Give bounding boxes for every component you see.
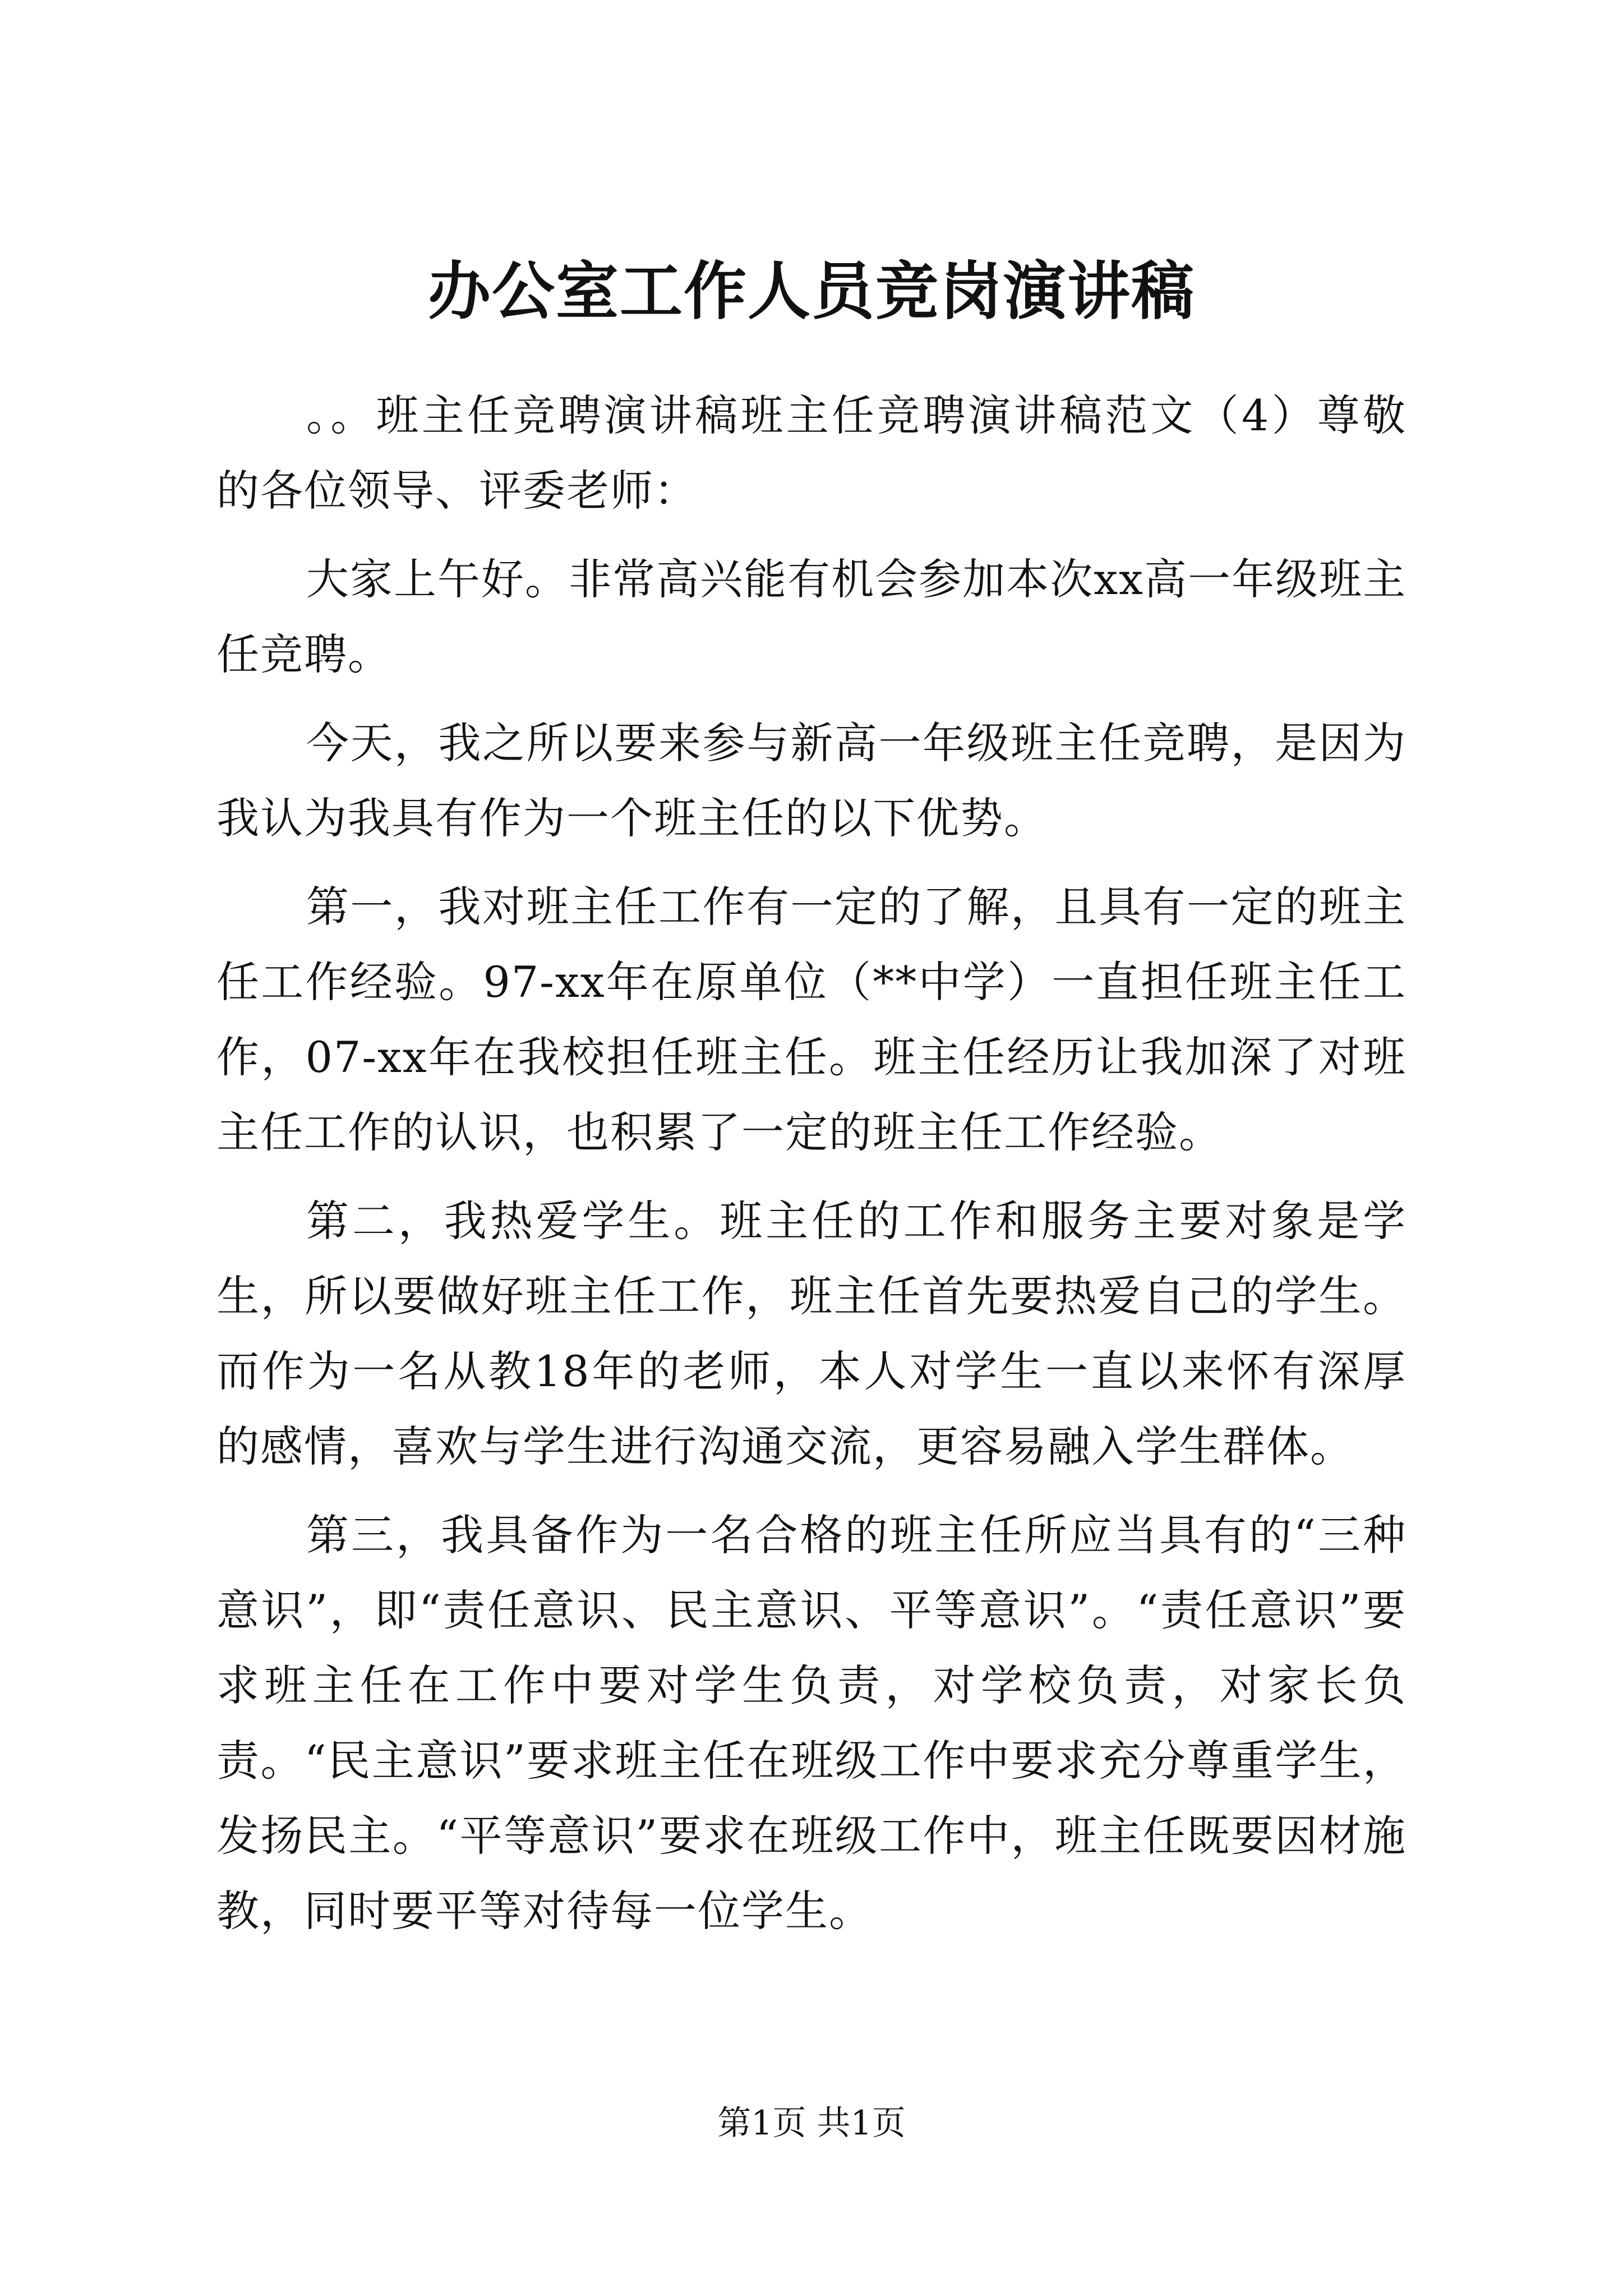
paragraph-first-advantage: 第一，我对班主任工作有一定的了解，且具有一定的班主任工作经验。97-xx年在原单位（**中学）一直担任班主任工作，07-xx年在我校担任班主任。班主任经历让我加深了对班主任工作的认识，也积累了一定的班主任工作经验。 — [216, 882, 1407, 1157]
paragraph-opening: 大家上午好。非常高兴能有机会参加本次xx高一年级班主任竞聘。 — [216, 554, 1407, 679]
document-body — [216, 378, 1407, 1962]
paragraph-third-advantage: 第三，我具备作为一名合格的班主任所应当具有的“三种意识”，即“责任意识、民主意识、平等意识”。“责任意识”要求班主任在工作中要对学生负责，对学校负责，对家长负责。“民主意识”要求班主任在班级工作中要求充分尊重学生，发扬民主。“平等意识”要求在班级工作中，班主任既要因材施教，同时要平等对待每一位学生。 — [216, 1510, 1407, 1936]
paragraph-reason: 今天，我之所以要来参与新高一年级班主任竞聘，是因为我认为我具有作为一个班主任的以下优势。 — [216, 718, 1407, 843]
page-number-footer: 第1页 共1页 — [717, 2104, 906, 2143]
paragraph-second-advantage: 第二，我热爱学生。班主任的工作和服务主要对象是学生，所以要做好班主任工作，班主任首先要热爱自己的学生。而作为一名从教18年的老师，本人对学生一直以来怀有深厚的感情，喜欢与学生进行沟通交流，更容易融入学生群体。 — [216, 1196, 1407, 1471]
document-title: 办公室工作人员竞岗演讲稿 — [428, 255, 1195, 328]
paragraph-greeting: 。。班主任竞聘演讲稿班主任竞聘演讲稿范文（4）尊敬的各位领导、评委老师： — [216, 390, 1407, 516]
